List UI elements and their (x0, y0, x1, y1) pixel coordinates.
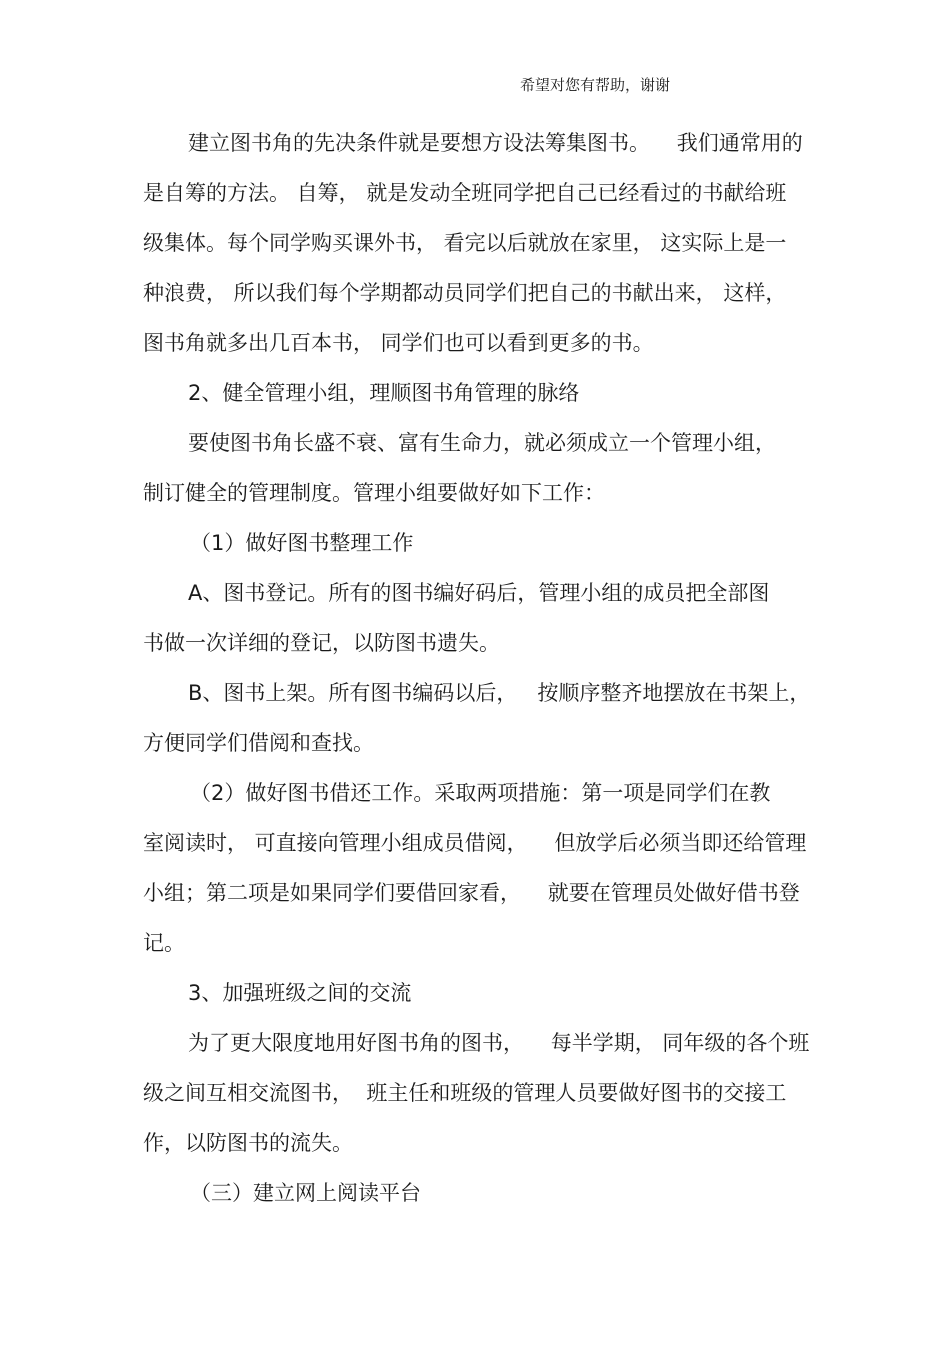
paragraph-line: 要使图书角长盛不衰、富有生命力，就必须成立一个管理小组， (188, 431, 776, 455)
paragraph-line: A、图书登记。所有的图书编好码后，管理小组的成员把全部图 (188, 581, 770, 605)
paragraph-line: 种浪费， 所以我们每个学期都动员同学们把自己的书献出来， 这样， (143, 281, 787, 305)
header-note: 希望对您有帮助，谢谢 (520, 76, 671, 94)
paragraph-line: 级之间互相交流图书， 班主任和班级的管理人员要做好图书的交接工 (143, 1081, 787, 1105)
section-heading: 2、健全管理小组，理顺图书角管理的脉络 (188, 381, 580, 405)
paragraph-line: 图书角就多出几百本书， 同学们也可以看到更多的书。 (143, 331, 654, 355)
subsection-heading: （1）做好图书整理工作 (190, 531, 414, 555)
paragraph-line: B、图书上架。所有图书编码以后， 按顺序整齐地摆放在书架上， (188, 681, 811, 705)
paragraph-line: 室阅读时， 可直接向管理小组成员借阅， 但放学后必须当即还给管理 (143, 831, 807, 855)
section-heading: 3、加强班级之间的交流 (188, 981, 412, 1005)
paragraph-line: 记。 (143, 931, 185, 955)
paragraph-line: 作，以防图书的流失。 (143, 1131, 353, 1155)
paragraph-line: 书做一次详细的登记，以防图书遗失。 (143, 631, 500, 655)
paragraph-line: 是自筹的方法。 自筹， 就是发动全班同学把自己已经看过的书献给班 (143, 181, 787, 205)
paragraph-line: （2）做好图书借还工作。采取两项措施：第一项是同学们在教 (190, 781, 771, 805)
paragraph-line: 方便同学们借阅和查找。 (143, 731, 374, 755)
paragraph-line: 建立图书角的先决条件就是要想方设法筹集图书。 我们通常用的 (188, 131, 803, 155)
section-heading: （三）建立网上阅读平台 (190, 1181, 421, 1205)
paragraph-line: 小组；第二项是如果同学们要借回家看， 就要在管理员处做好借书登 (143, 881, 800, 905)
paragraph-line: 为了更大限度地用好图书角的图书， 每半学期， 同年级的各个班 (188, 1031, 810, 1055)
paragraph-line: 制订健全的管理制度。管理小组要做好如下工作： (143, 481, 605, 505)
paragraph-line: 级集体。每个同学购买课外书， 看完以后就放在家里， 这实际上是一 (143, 231, 787, 255)
